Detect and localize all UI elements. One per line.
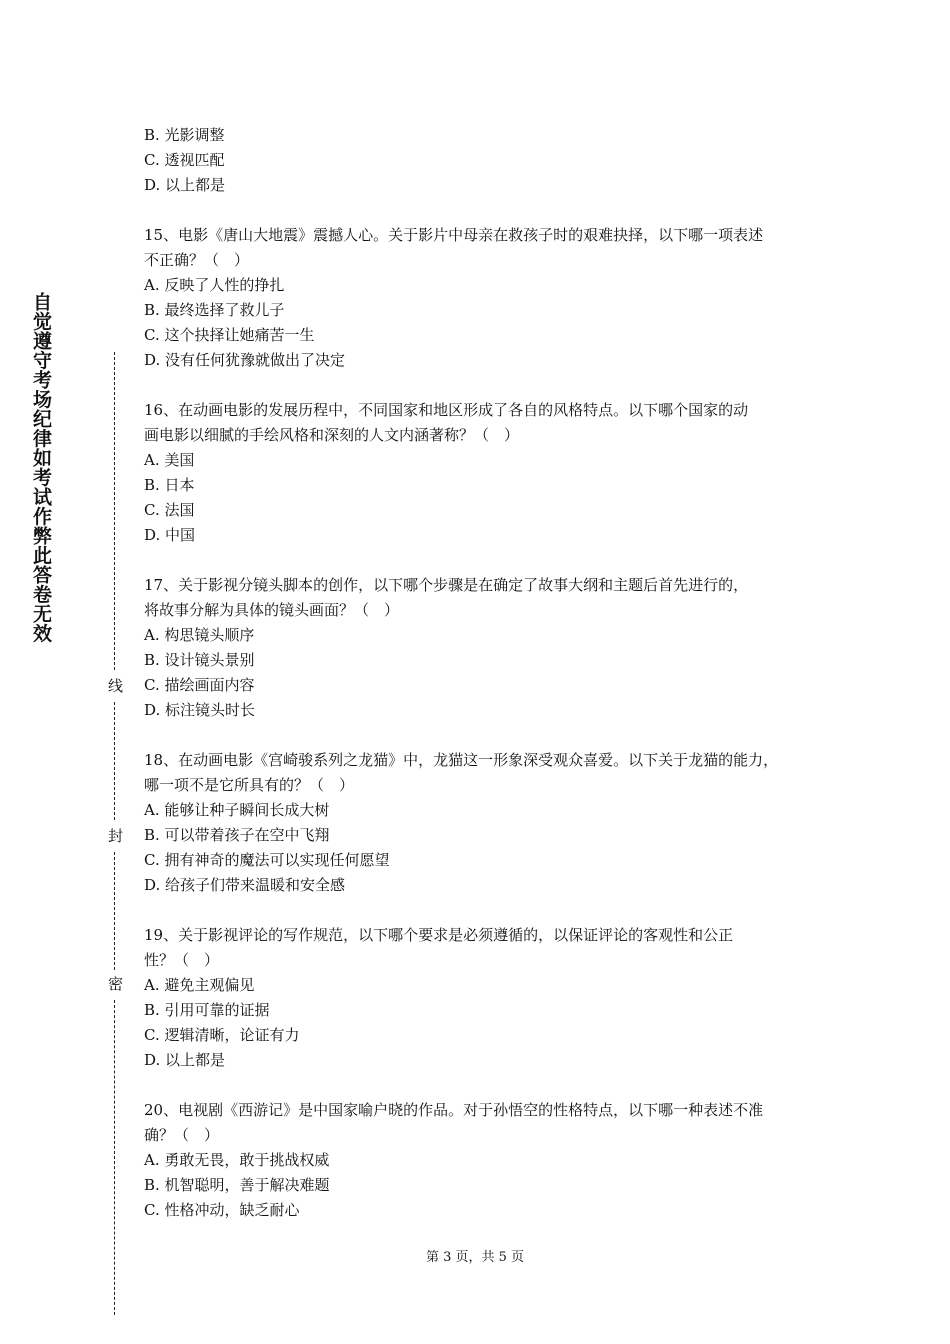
option-item: A. 能够让种子瞬间长成大树 [144, 801, 330, 819]
question-stem: 16、在动画电影的发展历程中，不同国家和地区形成了各自的风格特点。以下哪个国家的动 [144, 401, 749, 419]
option-item: D. 没有任何犹豫就做出了决定 [144, 351, 346, 369]
option-item: B. 日本 [144, 476, 195, 494]
option-item: C. 描绘画面内容 [144, 676, 255, 694]
question-stem: 性？（ ） [144, 951, 220, 969]
option-item: C. 透视匹配 [144, 151, 225, 169]
option-item: B. 引用可靠的证据 [144, 1001, 270, 1019]
option-item: A. 勇敢无畏，敢于挑战权威 [144, 1151, 330, 1169]
question-stem: 确？（ ） [144, 1126, 220, 1144]
option-item: D. 中国 [144, 526, 196, 544]
option-item: D. 标注镜头时长 [144, 701, 256, 719]
option-item: B. 设计镜头景别 [144, 651, 255, 669]
question-15 [144, 223, 824, 373]
page-number: 第 3 页，共 5 页 [425, 1250, 525, 1265]
binding-label-xian: 线 [106, 678, 124, 693]
exam-discipline-warning: 自觉遵守考场纪律如考试作弊此答卷无效 [30, 292, 52, 643]
option-item: A. 避免主观偏见 [144, 976, 255, 994]
binding-label-mi: 密 [106, 976, 124, 991]
option-item: A. 美国 [144, 451, 195, 469]
question-stem: 哪一项不是它所具有的？（ ） [144, 776, 355, 794]
question-stem: 19、关于影视评论的写作规范，以下哪个要求是必须遵循的，以保证评论的客观性和公正 [144, 926, 734, 944]
question-stem: 将故事分解为具体的镜头画面？（ ） [144, 601, 400, 619]
option-item: C. 这个抉择让她痛苦一生 [144, 326, 315, 344]
option-item: B. 机智聪明，善于解决难题 [144, 1176, 330, 1194]
question-19 [144, 923, 824, 1073]
question-20 [144, 1098, 824, 1223]
binding-label-feng: 封 [106, 828, 124, 843]
question-stem: 不正确？（ ） [144, 251, 250, 269]
binding-line-segment [114, 702, 115, 820]
question-content [144, 123, 824, 1223]
option-item: A. 反映了人性的挣扎 [144, 276, 285, 294]
option-item: C. 性格冲动，缺乏耐心 [144, 1201, 300, 1219]
option-item: C. 法国 [144, 501, 195, 519]
option-item: B. 最终选择了救儿子 [144, 301, 285, 319]
option-item: A. 构思镜头顺序 [144, 626, 255, 644]
question-stem: 画电影以细腻的手绘风格和深刻的人文内涵著称？（ ） [144, 426, 520, 444]
option-item: C. 逻辑清晰，论证有力 [144, 1026, 300, 1044]
option-item: B. 可以带着孩子在空中飞翔 [144, 826, 330, 844]
question-18 [144, 748, 824, 898]
question-16 [144, 398, 824, 548]
continued-options [144, 123, 824, 198]
question-stem: 20、电视剧《西游记》是中国家喻户晓的作品。对于孙悟空的性格特点，以下哪一种表述不准 [144, 1101, 764, 1119]
question-stem: 18、在动画电影《宫崎骏系列之龙猫》中，龙猫这一形象深受观众喜爱。以下关于龙猫的能力， [144, 751, 779, 769]
question-stem: 17、关于影视分镜头脚本的创作，以下哪个步骤是在确定了故事大纲和主题后首先进行的， [144, 576, 749, 594]
option-item: D. 以上都是 [144, 1051, 226, 1069]
binding-line-segment [114, 1000, 115, 1315]
binding-line-segment [114, 852, 115, 970]
option-item: C. 拥有神奇的魔法可以实现任何愿望 [144, 851, 390, 869]
question-17 [144, 573, 824, 723]
question-stem: 15、电影《唐山大地震》震撼人心。关于影片中母亲在救孩子时的艰难抉择，以下哪一项表述 [144, 226, 764, 244]
binding-line-segment [114, 352, 115, 670]
option-item: D. 给孩子们带来温暖和安全感 [144, 876, 346, 894]
option-item: B. 光影调整 [144, 126, 225, 144]
option-item: D. 以上都是 [144, 176, 226, 194]
